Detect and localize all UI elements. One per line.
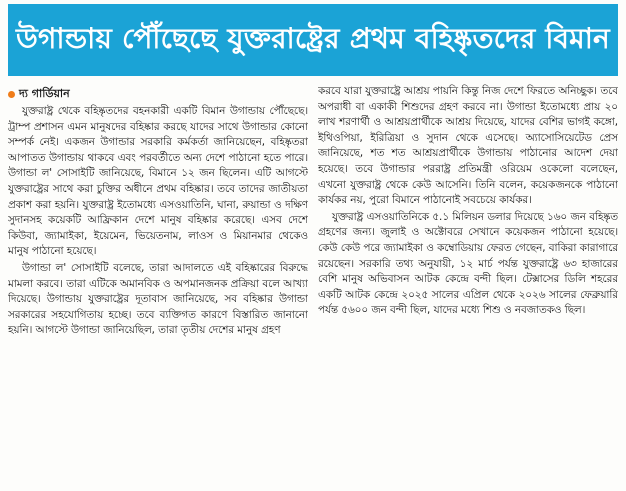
source-name: দ্য গার্ডিয়ান xyxy=(19,87,70,100)
paragraph: যুক্তরাষ্ট্র থেকে বহিষ্কৃতদের বহনকারী একটি বিমান উগান্ডায় পৌঁছেছে। ট্রাম্প প্রশাসন এমন মানুষদের বহিষ্কার করছে যাদের সাথে উগান্ডার কোনো সম্পর্ক নেই। একজন উগান্ডার সরকারি কর্মকর্তা জানিয়েছেন, বহিষ্কৃতরা আপাতত উগান্ডায় থাকবে এবং পরবর্তীতে অন্য দেশে পাঠানো হতে পারে। উগান্ডা ল' সোসাইটি জানিয়েছে, বিমানে ১২ জন ছিলেন। এটি আগস্টে যুক্তরাষ্ট্রের সাথে করা চুক্তির অধীনে প্রথম বহিষ্কার। তবে তাদের জাতীয়তা প্রকাশ করা হয়নি। যুক্তরাষ্ট্র ইতোমধ্যে এসওয়াতিনি, ঘানা, রুয়ান্ডা ও দক্ষিণ সুদানসহ কয়েকটি আফ্রিকান দেশে মানুষ বহিষ্কার করেছে। এসব দেশে কিউবা, জ্যামাইকা, ইয়েমেন, ভিয়েতনাম, লাওস ও মিয়ানমার থেকেও মানুষ পাঠানো হয়েছে। xyxy=(8,105,308,258)
headline: উগান্ডায় পৌঁছেছে যুক্তরাষ্ট্রের প্রথম বহিষ্কৃতদের বিমান xyxy=(16,21,610,55)
source-line xyxy=(8,86,308,102)
bullet-icon xyxy=(8,91,15,98)
article-body xyxy=(8,84,618,484)
headline-banner xyxy=(8,4,618,76)
column-right xyxy=(318,84,618,484)
column-left xyxy=(8,84,308,484)
paragraph: যুক্তরাষ্ট্র এসওয়াতিনিকে ৫.১ মিলিয়ন ডলার দিয়েছে ১৬০ জন বহিষ্কৃত গ্রহণের জন্য। জুলাই ও অক্টোবরে সেখানে কয়েকজন পাঠানো হয়েছে। কেউ কেউ পরে জ্যামাইকা ও কম্বোডিয়ায় ফেরত গেছেন, বাকিরা কারাগারে রয়েছেন। সরকারি তথ্য অনুযায়ী, ১২ মার্চ পর্যন্ত যুক্তরাষ্ট্রে ৬৩ হাজারের বেশি মানুষ অভিবাসন আটক কেন্দ্রে বন্দী ছিল। টেক্সাসের ডিলি শহরের একটি আটক কেন্দ্রে ২০২৫ সালের এপ্রিল থেকে ২০২৬ সালের ফেব্রুয়ারি পর্যন্ত ৫৬০০ জন বন্দী ছিল, যাদের মধ্যে শিশু ও নবজাতকও ছিল। xyxy=(318,210,618,317)
paragraph: উগান্ডা ল' সোসাইটি বলেছে, তারা আদালতে এই বহিষ্কারের বিরুদ্ধে মামলা করবে। তারা এটিকে অমানবিক ও অপমানজনক প্রক্রিয়া বলে আখ্যা দিয়েছে। উগান্ডায় যুক্তরাষ্ট্রের দূতাবাস জানিয়েছে, সব বহিষ্কার উগান্ডা সরকারের সহযোগিতায় হচ্ছে। তবে ব্যক্তিগত কারণে বিস্তারিত জানানো হয়নি। আগস্টে উগান্ডা জানিয়েছিল, তারা তৃতীয় দেশের মানুষ গ্রহণ xyxy=(8,261,308,337)
paragraph: করবে যারা যুক্তরাষ্ট্রে আশ্রয় পায়নি কিন্তু নিজ দেশে ফিরতে অনিচ্ছুক। তবে অপরাধী বা একাকী শিশুদের গ্রহণ করবে না। উগান্ডা ইতোমধ্যে প্রায় ২০ লাখ শরণার্থী ও আশ্রয়প্রার্থীকে আশ্রয় দিয়েছে, যাদের বেশির ভাগই কঙ্গো, ইথিওপিয়া, ইরিত্রিয়া ও সুদান থেকে এসেছে। অ্যাসোসিয়েটেড প্রেস জানিয়েছে, শত শত আশ্রয়প্রার্থীকে উগান্ডায় পাঠানোর আদেশ দেয়া হয়েছে। তবে উগান্ডার পররাষ্ট্র প্রতিমন্ত্রী ওরিয়েম ওকেলো বলেছেন, এখনো যুক্তরাষ্ট্র থেকে কেউ আসেনি। তিনি বলেন, কয়েকজনকে পাঠানো কার্যকর নয়, পুরো বিমানে পাঠানোই সবচেয়ে কার্যকর। xyxy=(318,85,618,207)
